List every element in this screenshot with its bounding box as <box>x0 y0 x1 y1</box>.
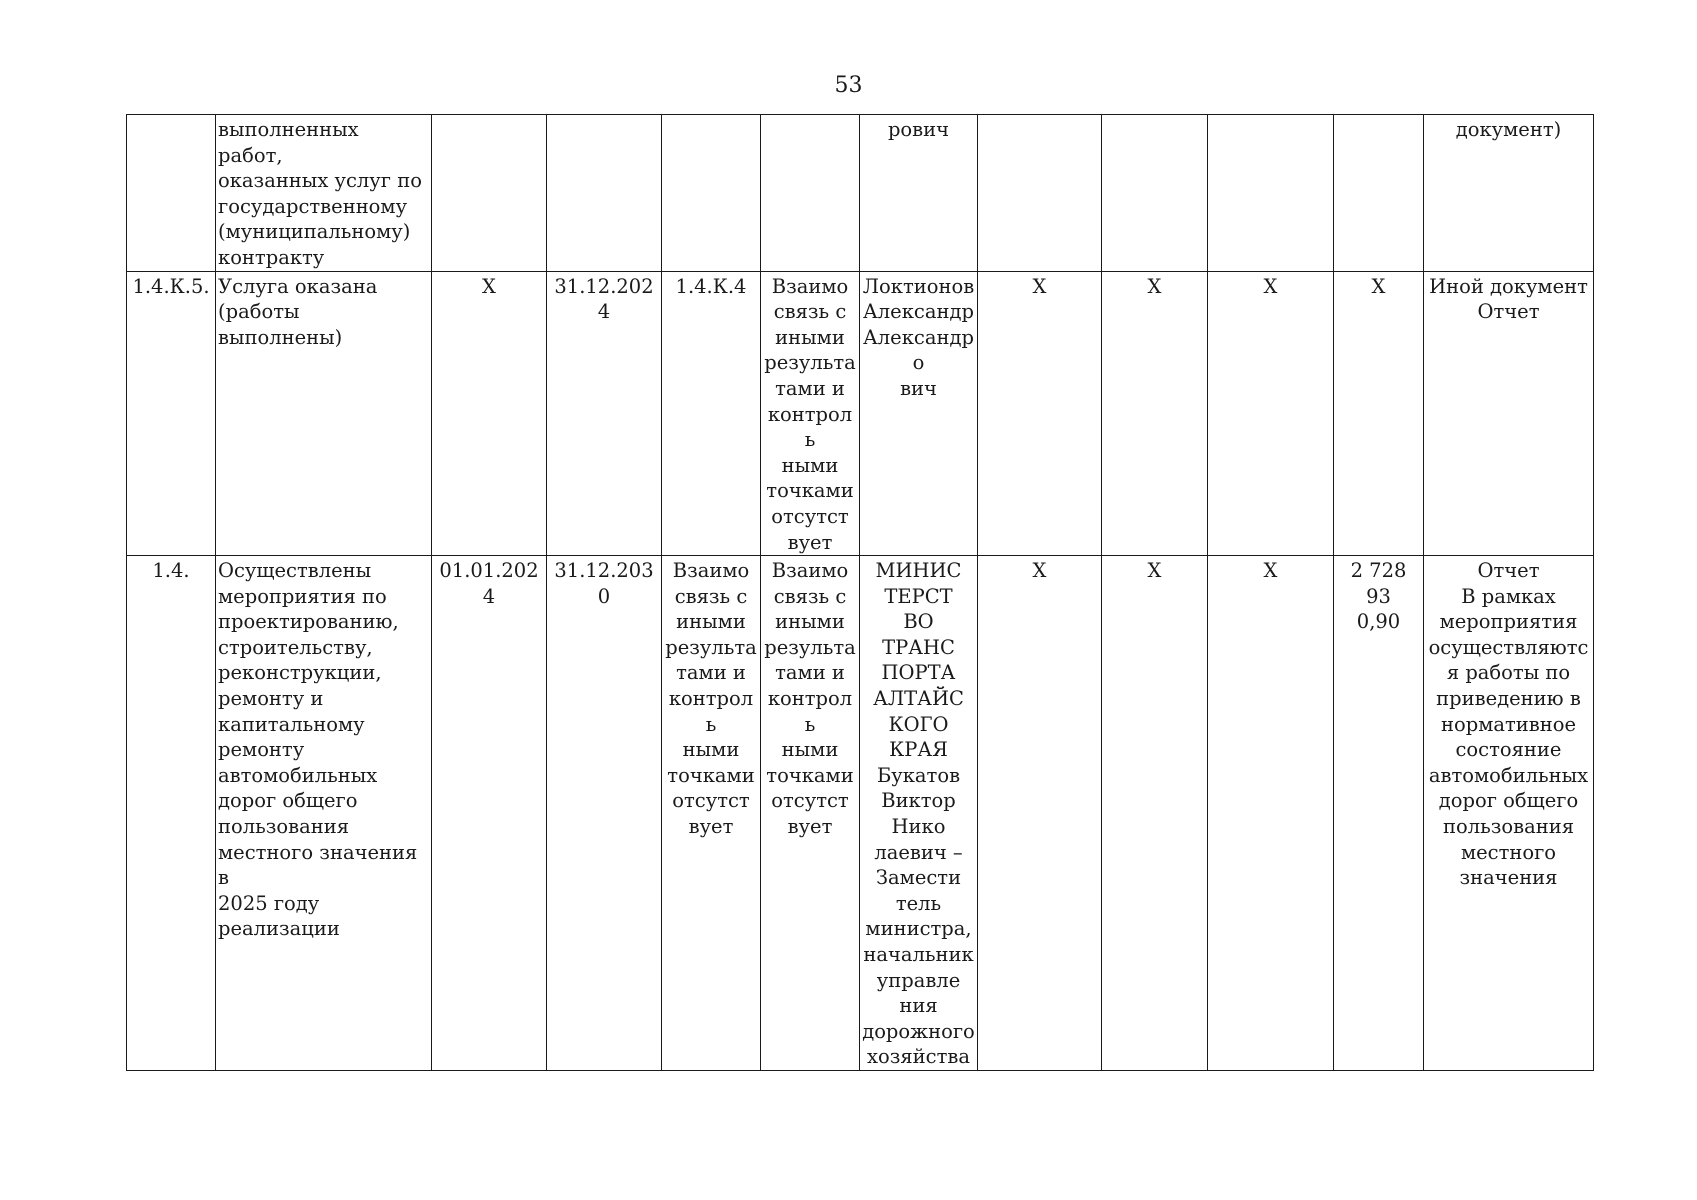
row-amount: 2 728 93 0,90 <box>1334 556 1424 1071</box>
row-col8 <box>978 115 1102 272</box>
row-end-date <box>547 115 662 272</box>
row-col9 <box>1102 115 1208 272</box>
row-col10: X <box>1208 271 1334 556</box>
row-document: Иной документ Отчет <box>1424 271 1594 556</box>
row-link-prev: 1.4.К.4 <box>662 271 761 556</box>
row-col10 <box>1208 115 1334 272</box>
row-link-prev: Взаимо связь с иными результа тами и контроль ными точками отсутст вует <box>662 556 761 1071</box>
row-col9: X <box>1102 271 1208 556</box>
document-table <box>126 114 1594 1071</box>
row-col9: X <box>1102 556 1208 1071</box>
row-id <box>127 115 216 272</box>
row-name: Услуга оказана (работы выполнены) <box>216 271 432 556</box>
row-document: Отчет В рамках мероприятия осуществляютс я работы по приведению в нормативное состояние автомобильных дорог общего пользования местного значения <box>1424 556 1594 1071</box>
row-link-prev <box>662 115 761 272</box>
table-row <box>127 556 1594 1071</box>
row-link-other: Взаимо связь с иными результа тами и контроль ными точками отсутст вует <box>761 271 860 556</box>
row-responsible: Локтионов Александр Александро вич <box>860 271 978 556</box>
row-start-date: 01.01.2024 <box>432 556 547 1071</box>
table-row <box>127 271 1594 556</box>
row-name: Осуществлены мероприятия по проектированию, строительству, реконструкции, ремонту и капитальному ремонту автомобильных дорог общего пользования местного значения в 2025 году реализации <box>216 556 432 1071</box>
table-row <box>127 115 1594 272</box>
row-link-other: Взаимо связь с иными результа тами и контроль ными точками отсутст вует <box>761 556 860 1071</box>
page-number: 53 <box>834 73 863 98</box>
row-amount: X <box>1334 271 1424 556</box>
row-name: выполненных работ, оказанных услуг по государственному (муниципальному) контракту <box>216 115 432 272</box>
row-amount <box>1334 115 1424 272</box>
row-id: 1.4. <box>127 556 216 1071</box>
row-col8: X <box>978 271 1102 556</box>
row-responsible: рович <box>860 115 978 272</box>
row-start-date: X <box>432 271 547 556</box>
row-link-other <box>761 115 860 272</box>
row-id: 1.4.К.5. <box>127 271 216 556</box>
row-col8: X <box>978 556 1102 1071</box>
row-end-date: 31.12.2030 <box>547 556 662 1071</box>
row-responsible: МИНИС ТЕРСТ ВО ТРАНС ПОРТА АЛТАЙС КОГО КРАЯ Букатов Виктор Нико лаевич – Замести тель министра, начальник управле ния дорожного хозяйства <box>860 556 978 1071</box>
row-start-date <box>432 115 547 272</box>
row-end-date: 31.12.2024 <box>547 271 662 556</box>
row-document: документ) <box>1424 115 1594 272</box>
row-col10: X <box>1208 556 1334 1071</box>
